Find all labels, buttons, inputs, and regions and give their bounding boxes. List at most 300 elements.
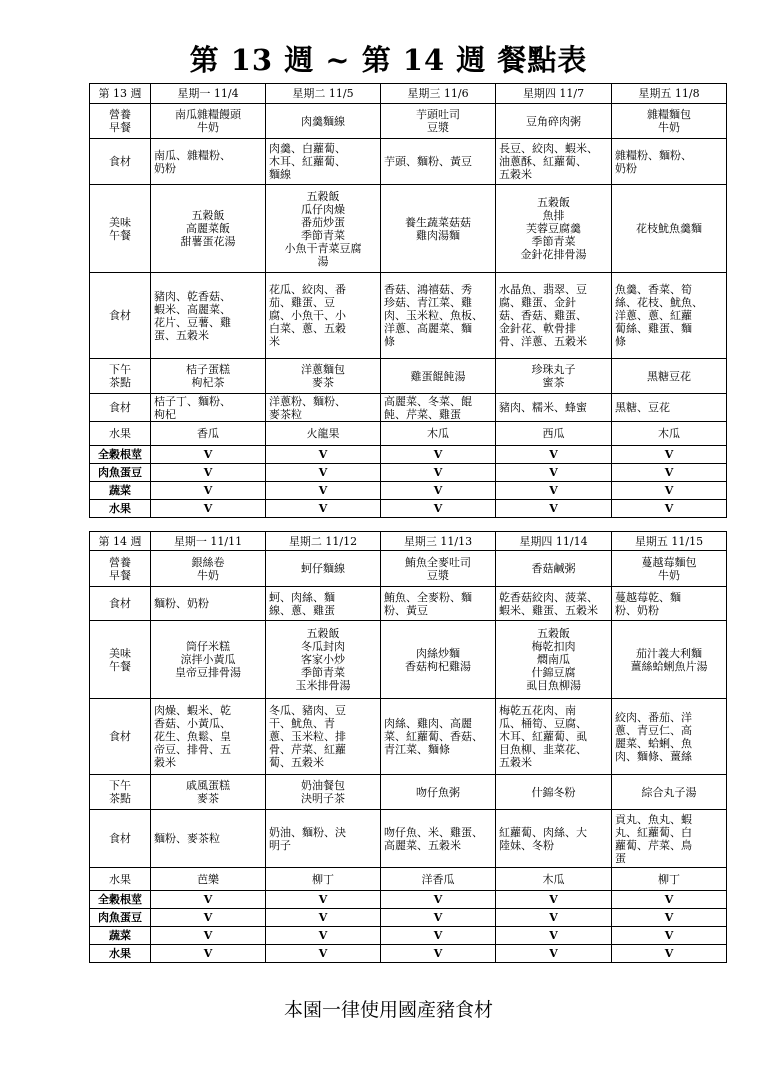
fruit-cell xyxy=(151,422,266,446)
lunch-ing-cell xyxy=(151,273,266,359)
snack-cell xyxy=(612,359,727,394)
cell-line: 洋香瓜 xyxy=(421,872,455,886)
page-title: 第 13 週 ~ 第 14 週 餐點表 xyxy=(189,43,588,77)
check-mark: V xyxy=(381,464,496,482)
row-label-line: 早餐 xyxy=(109,568,131,582)
row-label xyxy=(90,699,151,775)
cell-line: 肉羹麵線 xyxy=(301,114,345,128)
cell-line: 飩、芹菜、雞蛋 xyxy=(384,407,461,421)
food-group-row xyxy=(90,945,727,963)
row-label xyxy=(90,868,151,891)
snack-ing-cell xyxy=(496,394,612,422)
fruit-cell xyxy=(266,422,381,446)
cell-line: 粉、奶粉 xyxy=(615,603,659,617)
breakfast-ing-cell xyxy=(151,139,266,185)
cell-line: 蘿蔔、芹菜、鳥 xyxy=(615,838,692,852)
cell-line: 陸妹、冬粉 xyxy=(499,838,554,852)
cell-line: 明子 xyxy=(269,838,291,852)
cell-line: 肉、麵條、薑絲 xyxy=(615,749,692,763)
cell-line: 奶油餐包 xyxy=(301,779,345,792)
check-mark: V xyxy=(381,891,496,909)
cell-line: 什錦冬粉 xyxy=(531,785,576,799)
cell-line: 什錦豆腐 xyxy=(531,666,576,679)
breakfast-cell xyxy=(266,551,381,587)
week14-table xyxy=(89,531,727,963)
check-mark: V xyxy=(496,945,612,963)
row-label-line: 美味 xyxy=(109,215,131,229)
cell-line: 瓜仔肉燥 xyxy=(301,202,345,216)
check-mark: V xyxy=(612,891,727,909)
cell-line: 鮪魚全麥吐司 xyxy=(405,555,471,569)
lunch-row xyxy=(90,621,727,699)
cell-line: 季節青菜 xyxy=(531,235,576,248)
check-mark: V xyxy=(151,464,266,482)
breakfast-ing-cell xyxy=(612,587,727,621)
cell-line: 梅乾五花肉、南 xyxy=(499,704,576,717)
cell-line: 條 xyxy=(615,335,626,348)
breakfast-ing-cell xyxy=(496,587,612,621)
snack-cell xyxy=(381,359,496,394)
cell-line: 穀米 xyxy=(154,756,176,769)
row-label xyxy=(90,551,151,587)
snack-ing-cell xyxy=(612,394,727,422)
cell-line: 季節青菜 xyxy=(301,666,345,679)
lunch-cell xyxy=(151,185,266,273)
cell-line: 南瓜、雜糧粉、 xyxy=(154,148,231,162)
lunch-cell xyxy=(381,185,496,273)
row-label-line: 美味 xyxy=(109,646,131,660)
lunch-ing-cell xyxy=(381,273,496,359)
snack-ing-cell xyxy=(612,810,727,868)
cell-line: 蛋、五穀米 xyxy=(154,328,209,342)
breakfast-cell xyxy=(496,551,612,587)
check-mark: V xyxy=(151,945,266,963)
food-group-row xyxy=(90,482,727,500)
header-row xyxy=(90,84,727,104)
check-mark: V xyxy=(266,927,381,945)
check-mark: V xyxy=(266,909,381,927)
cell-line: 柳丁 xyxy=(658,872,680,886)
lunch-ing-cell xyxy=(496,273,612,359)
cell-line: 戚風蛋糕 xyxy=(186,779,230,792)
row-label xyxy=(90,104,151,139)
row-label xyxy=(90,810,151,868)
cell-line: 奶粉 xyxy=(615,161,637,175)
day-header: 星期一 11/11 xyxy=(151,532,266,551)
cell-line: 麗菜、蛤蜊、魚 xyxy=(615,736,692,750)
row-label-line: 早餐 xyxy=(109,121,131,134)
check-mark: V xyxy=(266,464,381,482)
cell-line: 桔子丁、麵粉、 xyxy=(154,394,231,408)
check-mark: V xyxy=(151,927,266,945)
cell-line: 珍菇、青江菜、雞 xyxy=(384,296,472,309)
row-label-line: 營養 xyxy=(109,108,131,121)
cell-line: 金針花、軟骨排 xyxy=(499,322,576,335)
cell-line: 麥茶粒 xyxy=(269,407,302,421)
row-label-line: 食材 xyxy=(109,730,131,743)
cell-line: 骨、芹菜、紅蘿 xyxy=(269,743,346,756)
cell-line: 小魚干青菜豆腐 xyxy=(284,241,362,255)
cell-line: 蛋 xyxy=(615,851,626,865)
fruit-cell xyxy=(381,868,496,891)
cell-line: 乾香菇絞肉、菠菜、 xyxy=(499,590,598,604)
lunch-cell xyxy=(612,621,727,699)
day-header: 星期四 11/14 xyxy=(496,532,612,551)
day-header: 星期五 11/15 xyxy=(612,532,727,551)
cell-line: 黑糖、豆花 xyxy=(615,401,670,414)
day-header: 星期三 11/13 xyxy=(381,532,496,551)
check-mark: V xyxy=(496,482,612,500)
snack-ing-cell xyxy=(151,810,266,868)
check-mark: V xyxy=(151,500,266,518)
check-mark: V xyxy=(381,927,496,945)
cell-line: 芭樂 xyxy=(197,872,219,886)
snack-cell xyxy=(151,775,266,810)
cell-line: 蝦米、高麗菜、 xyxy=(154,302,231,316)
cell-line: 芋頭吐司 xyxy=(416,108,460,121)
food-group-row xyxy=(90,891,727,909)
snack-cell xyxy=(151,359,266,394)
fruit-cell xyxy=(496,422,612,446)
check-mark: V xyxy=(612,446,727,464)
snack-row xyxy=(90,775,727,810)
cell-line: 豆漿 xyxy=(427,568,449,582)
cell-line: 紅蘿蔔、肉絲、大 xyxy=(499,825,587,839)
breakfast-ing-row xyxy=(90,587,727,621)
cell-line: 木耳、紅蘿蔔、虱 xyxy=(499,730,587,743)
food-group-label: 水果 xyxy=(90,500,151,518)
fruit-cell xyxy=(612,422,727,446)
row-label-line: 食材 xyxy=(109,597,131,610)
cell-line: 牛奶 xyxy=(658,121,680,134)
day-header: 星期二 11/12 xyxy=(266,532,381,551)
check-mark: V xyxy=(151,891,266,909)
cell-line: 火龍果 xyxy=(306,427,340,440)
row-label xyxy=(90,185,151,273)
row-label-line: 午餐 xyxy=(109,228,131,242)
snack-cell xyxy=(266,359,381,394)
cell-line: 水晶魚、翡翠、豆 xyxy=(499,283,587,296)
cell-line: 花瓜、絞肉、番 xyxy=(269,283,346,296)
food-group-label: 蔬菜 xyxy=(90,927,151,945)
check-mark: V xyxy=(496,927,612,945)
cell-line: 洋蔥麵包 xyxy=(301,363,345,376)
cell-line: 綜合丸子湯 xyxy=(641,785,697,799)
cell-line: 絲、花枝、魷魚、 xyxy=(615,296,703,309)
cell-line: 香菇枸杞雞湯 xyxy=(405,659,471,673)
check-mark: V xyxy=(266,446,381,464)
cell-line: 燜南瓜 xyxy=(537,653,570,666)
breakfast-cell xyxy=(151,551,266,587)
cell-line: 帝豆、排骨、五 xyxy=(154,743,231,756)
breakfast-cell xyxy=(381,551,496,587)
cell-line: 腐、小魚干、小 xyxy=(269,309,346,322)
cell-line: 香菇、鴻禧菇、秀 xyxy=(384,283,472,296)
cell-line: 蚵、肉絲、麵 xyxy=(269,590,335,604)
cell-line: 牛奶 xyxy=(658,568,680,582)
day-header: 星期四 11/7 xyxy=(496,84,612,104)
food-group-row xyxy=(90,446,727,464)
cell-line: 貢丸、魚丸、蝦 xyxy=(615,812,692,826)
food-group-label: 全穀根莖 xyxy=(90,891,151,909)
cell-line: 雜糧麵包 xyxy=(647,108,691,121)
cell-line: 肉、玉米粒、魚板、 xyxy=(384,309,483,322)
cell-line: 麵粉、奶粉 xyxy=(154,597,209,610)
cell-line: 香菇、小黃瓜、 xyxy=(154,717,231,730)
cell-line: 高麗菜、冬菜、餛 xyxy=(384,394,472,408)
row-label-line: 下午 xyxy=(109,779,131,792)
cell-line: 菜、紅蘿蔔、香菇、 xyxy=(384,730,483,743)
cell-line: 吻仔魚、米、雞蛋、 xyxy=(384,825,483,839)
cell-line: 西瓜 xyxy=(542,427,565,440)
row-label-line: 茶點 xyxy=(109,376,131,389)
cell-line: 雜糧粉、麵粉、 xyxy=(615,148,692,162)
food-group-row xyxy=(90,464,727,482)
check-mark: V xyxy=(151,909,266,927)
food-group-label: 全穀根莖 xyxy=(90,446,151,464)
check-mark: V xyxy=(381,500,496,518)
lunch-ing-cell xyxy=(381,699,496,775)
cell-line: 枸杞 xyxy=(154,407,176,421)
cell-line: 條 xyxy=(384,335,395,348)
cell-line: 柳丁 xyxy=(312,872,334,886)
cell-line: 香菇鹹粥 xyxy=(531,562,576,575)
cell-line: 五穀飯 xyxy=(537,627,570,640)
cell-line: 南瓜雜糧饅頭 xyxy=(175,108,241,121)
cell-line: 洋蔥粉、麵粉、 xyxy=(269,394,346,408)
cell-line: 枸杞茶 xyxy=(191,376,225,389)
cell-line: 奶油、麵粉、決 xyxy=(269,825,346,839)
snack-row xyxy=(90,359,727,394)
food-group-row xyxy=(90,909,727,927)
cell-line: 米 xyxy=(269,335,280,348)
cell-line: 絞肉、番茄、洋 xyxy=(615,710,692,724)
lunch-cell xyxy=(266,621,381,699)
cell-line: 長豆、絞肉、蝦米、 xyxy=(499,142,598,155)
food-group-row xyxy=(90,927,727,945)
lunch-ing-cell xyxy=(496,699,612,775)
fruit-cell xyxy=(266,868,381,891)
check-mark: V xyxy=(266,482,381,500)
row-label xyxy=(90,394,151,422)
check-mark: V xyxy=(381,446,496,464)
check-mark: V xyxy=(612,909,727,927)
snack-ing-cell xyxy=(381,394,496,422)
cell-line: 魚排 xyxy=(542,209,565,222)
lunch-cell xyxy=(496,621,612,699)
lunch-ing-cell xyxy=(612,273,727,359)
row-label-line: 茶點 xyxy=(109,792,131,805)
breakfast-ing-cell xyxy=(266,139,381,185)
cell-line: 芙蓉豆腐羹 xyxy=(526,222,581,235)
row-label xyxy=(90,621,151,699)
breakfast-ing-cell xyxy=(151,587,266,621)
snack-ing-cell xyxy=(266,394,381,422)
cell-line: 肉羹、白蘿蔔、 xyxy=(269,142,346,155)
check-mark: V xyxy=(612,945,727,963)
cell-line: 牛奶 xyxy=(197,121,219,134)
check-mark: V xyxy=(496,500,612,518)
cell-line: 蔥、青豆仁、高 xyxy=(615,723,692,737)
row-label xyxy=(90,587,151,621)
fruit-cell xyxy=(612,868,727,891)
header-row xyxy=(90,532,727,551)
breakfast-cell xyxy=(612,104,727,139)
breakfast-cell xyxy=(496,104,612,139)
cell-line: 白菜、蔥、五穀 xyxy=(269,322,346,335)
cell-line: 洋蔥、蔥、紅蘿 xyxy=(615,309,692,322)
cell-line: 麥茶 xyxy=(312,376,334,389)
row-label xyxy=(90,273,151,359)
lunch-cell xyxy=(151,621,266,699)
cell-line: 花片、豆薯、雞 xyxy=(154,315,231,329)
row-label-line: 營養 xyxy=(109,555,131,569)
cell-line: 干、魷魚、青 xyxy=(269,717,335,730)
cell-line: 目魚柳、韭菜花、 xyxy=(499,743,587,756)
cell-line: 木瓜 xyxy=(658,427,680,440)
cell-line: 番茄炒蛋 xyxy=(301,215,345,229)
cell-line: 梅乾扣肉 xyxy=(531,640,576,653)
cell-line: 丸、紅蘿蔔、白 xyxy=(615,825,692,839)
cell-line: 雞肉湯麵 xyxy=(416,228,460,242)
row-label-line: 下午 xyxy=(109,363,131,376)
week-label: 第 13 週 xyxy=(90,84,151,104)
cell-line: 銀絲卷 xyxy=(191,555,225,569)
lunch-row xyxy=(90,185,727,273)
cell-line: 豆漿 xyxy=(427,121,449,134)
lunch-ing-cell xyxy=(151,699,266,775)
row-label-line: 午餐 xyxy=(109,659,131,673)
cell-line: 芋頭、麵粉、黃豆 xyxy=(384,155,472,168)
breakfast-ing-cell xyxy=(381,587,496,621)
day-header: 星期一 11/4 xyxy=(151,84,266,104)
day-header: 星期三 11/6 xyxy=(381,84,496,104)
cell-line: 麥茶 xyxy=(197,792,219,805)
cell-line: 蔔、五穀米 xyxy=(269,756,324,769)
breakfast-cell xyxy=(151,104,266,139)
cell-line: 木耳、紅蘿蔔、 xyxy=(269,155,346,168)
cell-line: 油蔥酥、紅蘿蔔、 xyxy=(499,155,587,168)
snack-ing-row xyxy=(90,810,727,868)
food-group-label: 水果 xyxy=(90,945,151,963)
cell-line: 高麗菜、五穀米 xyxy=(384,838,461,852)
check-mark: V xyxy=(381,909,496,927)
cell-line: 豆角碎肉粥 xyxy=(526,114,581,128)
food-group-row xyxy=(90,500,727,518)
row-label-line: 食材 xyxy=(109,832,131,845)
cell-line: 蔔絲、雞蛋、麵 xyxy=(615,322,692,335)
cell-line: 涼拌小黃瓜 xyxy=(180,653,236,666)
check-mark: V xyxy=(496,891,612,909)
cell-line: 季節青菜 xyxy=(301,228,345,242)
cell-line: 決明子茶 xyxy=(301,792,345,805)
cell-line: 五穀飯 xyxy=(537,196,570,209)
day-header: 星期五 11/8 xyxy=(612,84,727,104)
cell-line: 湯 xyxy=(317,254,329,268)
cell-line: 牛奶 xyxy=(197,568,219,582)
check-mark: V xyxy=(381,945,496,963)
row-label-line: 食材 xyxy=(109,155,131,168)
cell-line: 高麗菜飯 xyxy=(186,222,230,235)
breakfast-row xyxy=(90,104,727,139)
cell-line: 肉絲炒麵 xyxy=(416,646,460,660)
cell-line: 蔥、玉米粒、排 xyxy=(269,730,346,743)
cell-line: 花枝魷魚羹麵 xyxy=(636,222,702,235)
breakfast-ing-cell xyxy=(381,139,496,185)
snack-ing-cell xyxy=(496,810,612,868)
snack-ing-cell xyxy=(266,810,381,868)
day-header: 星期二 11/5 xyxy=(266,84,381,104)
check-mark: V xyxy=(612,927,727,945)
row-label-line: 水果 xyxy=(109,427,131,440)
snack-cell xyxy=(496,359,612,394)
fruit-cell xyxy=(151,868,266,891)
cell-line: 粉、黃豆 xyxy=(384,603,428,617)
cell-line: 腐、雞蛋、金針 xyxy=(499,296,576,309)
snack-cell xyxy=(381,775,496,810)
week-label: 第 14 週 xyxy=(90,532,151,551)
cell-line: 香瓜 xyxy=(197,427,219,440)
cell-line: 魚羹、香菜、筍 xyxy=(615,283,692,296)
cell-line: 薑絲蛤蜊魚片湯 xyxy=(630,659,708,673)
snack-ing-cell xyxy=(381,810,496,868)
lunch-ing-cell xyxy=(266,273,381,359)
cell-line: 蔓越莓麵包 xyxy=(641,555,697,569)
breakfast-ing-cell xyxy=(612,139,727,185)
cell-line: 瓜、桶筍、豆腐、 xyxy=(499,717,587,730)
check-mark: V xyxy=(266,500,381,518)
cell-line: 麵粉、麥茶粒 xyxy=(154,832,220,845)
check-mark: V xyxy=(496,446,612,464)
breakfast-cell xyxy=(612,551,727,587)
cell-line: 蔓越莓乾、麵 xyxy=(615,590,681,604)
cell-line: 蜜茶 xyxy=(542,376,565,389)
cell-line: 菇、香菇、雞蛋、 xyxy=(499,309,587,322)
snack-ing-row xyxy=(90,394,727,422)
cell-line: 玉米排骨湯 xyxy=(295,679,351,692)
row-label-line: 水果 xyxy=(109,872,131,886)
cell-line: 木瓜 xyxy=(542,872,565,886)
row-label-line: 食材 xyxy=(109,401,131,414)
cell-line: 五穀飯 xyxy=(191,209,225,222)
check-mark: V xyxy=(496,464,612,482)
cell-line: 甜薯蛋花湯 xyxy=(180,235,236,248)
cell-line: 五穀米 xyxy=(499,756,532,769)
cell-line: 肉燥、蝦米、乾 xyxy=(154,704,231,717)
cell-line: 養生蔬菜菇菇 xyxy=(405,215,471,229)
breakfast-row xyxy=(90,551,727,587)
footer-note: 本園一律使用國產豬食材 xyxy=(283,999,493,1021)
cell-line: 蝦米、雞蛋、五穀米 xyxy=(499,603,598,617)
row-label-line: 食材 xyxy=(109,309,131,322)
fruit-cell xyxy=(496,868,612,891)
row-label xyxy=(90,139,151,185)
breakfast-cell xyxy=(381,104,496,139)
lunch-cell xyxy=(496,185,612,273)
check-mark: V xyxy=(266,891,381,909)
cell-line: 豬肉、乾香菇、 xyxy=(154,289,231,303)
row-label xyxy=(90,359,151,394)
food-group-label: 肉魚蛋豆 xyxy=(90,464,151,482)
check-mark: V xyxy=(151,446,266,464)
row-label xyxy=(90,422,151,446)
breakfast-ing-cell xyxy=(496,139,612,185)
cell-line: 筒仔米糕 xyxy=(186,640,230,653)
cell-line: 冬瓜封肉 xyxy=(301,640,345,653)
cell-line: 金針花排骨湯 xyxy=(520,248,587,261)
week13-table xyxy=(89,83,727,518)
cell-line: 青江菜、麵條 xyxy=(384,743,450,756)
